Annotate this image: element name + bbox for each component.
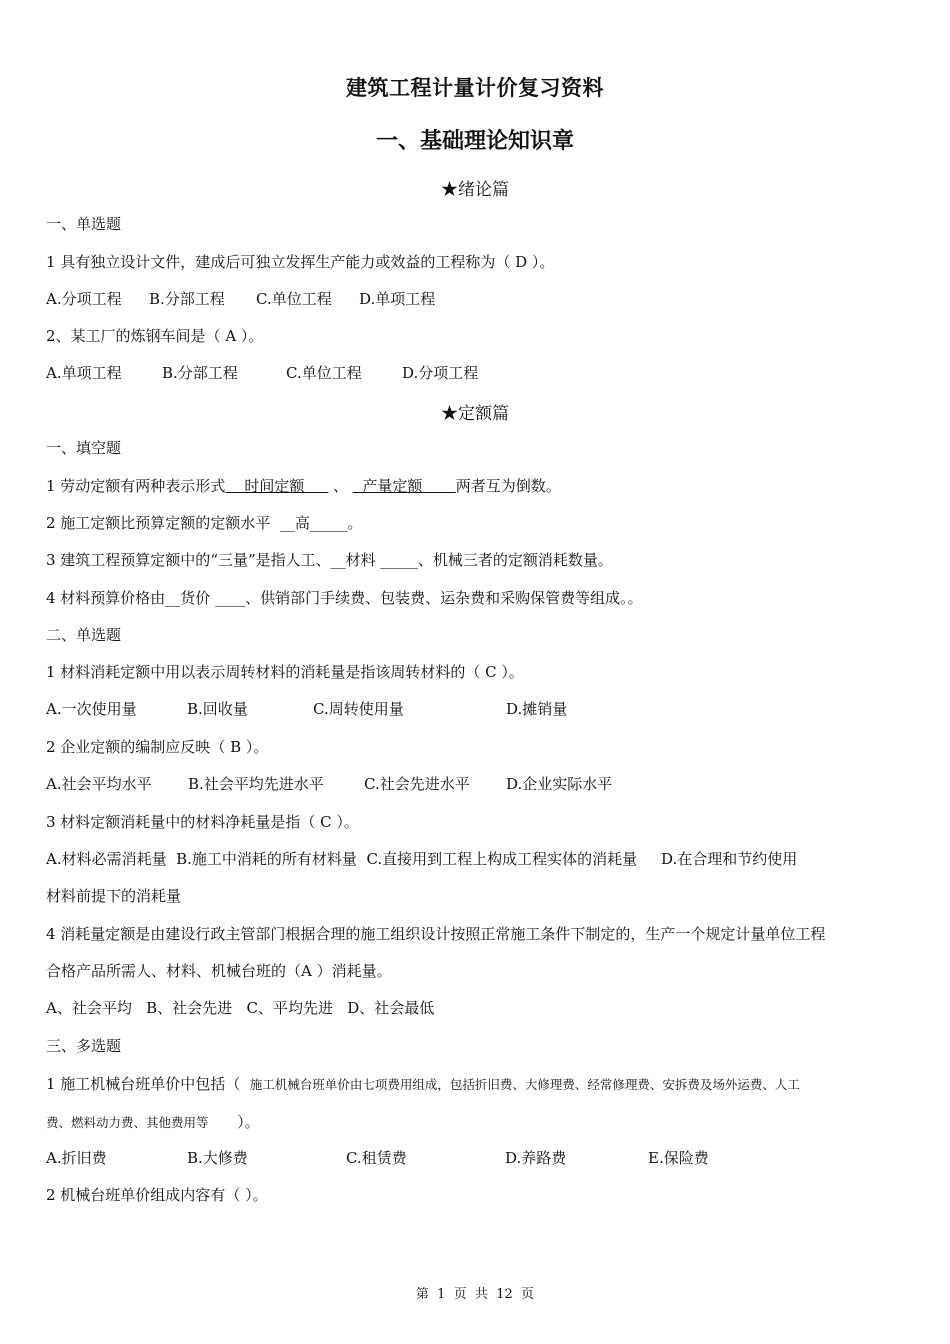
page-footer: 第 1 页 共 12 页 (415, 1287, 535, 1302)
fill-question-4: 4 材料预算价格由__货价 ____、供销部门手续费、包装费、运杂费和采购保管费等组成。。 (46, 589, 643, 607)
multi-question-1-end: ）。 (208, 1113, 260, 1131)
fill-question-3: 3 建筑工程预算定额中的“三量”是指人工、__材料 _____、机械三者的定额消耗数量。 (46, 551, 613, 569)
fill-question-2-text: 2 施工定额比预算定额的定额水平 (46, 514, 280, 532)
option-d: D.单项工程 (359, 290, 436, 308)
multi-question-1 (46, 1074, 911, 1095)
multi-question-1-answer: 施工机械台班单价由七项费用组成，包括折旧费、大修理费、经常修理费、安拆费及场外运费、人工 (249, 1077, 800, 1092)
document-title: 建筑工程计量计价复习资料 (346, 76, 604, 100)
option-d: D.养路费 (505, 1149, 567, 1167)
option-d: D.分项工程 (402, 364, 479, 382)
section-quota-heading: ★定额篇 (441, 404, 509, 424)
intro-question-2-options (46, 363, 911, 383)
option-b: B.分部工程 (149, 290, 225, 308)
fill-question-1-end: 两者互为倒数。 (455, 477, 561, 495)
multi-choice-heading: 三、多选题 (46, 1037, 122, 1055)
option-c: C.周转使用量 (313, 700, 404, 718)
option-c: C.社会先进水平 (364, 775, 470, 793)
option-d: D.企业实际水平 (506, 775, 613, 793)
intro-question-1-options (46, 289, 911, 309)
single-question-3-options: A.材料必需消耗量 B.施工中消耗的所有材料量 C.直接用到工程上构成工程实体的消耗量 D.在合理和节约使用 (46, 850, 798, 868)
single-question-1-options (46, 699, 911, 719)
option-a: A.折旧费 (46, 1149, 107, 1167)
option-c: C.单位工程 (286, 364, 362, 382)
fill-answer-output-quota: 产量定额 (352, 477, 456, 495)
option-a: A.分项工程 (46, 290, 122, 308)
single-question-1: 1 材料消耗定额中用以表示周转材料的消耗量是指该周转材料的（ C ）。 (46, 663, 524, 681)
single-question-4-options: A、社会平均 B、社会先进 C、平均先进 D、社会最低 (46, 999, 435, 1017)
intro-single-choice-heading: 一、单选题 (46, 215, 122, 233)
fill-blank-heading: 一、填空题 (46, 439, 122, 457)
single-question-4-cont: 合格产品所需人、材料、机械台班的（A ）消耗量。 (46, 962, 392, 980)
multi-question-1-answer-cont: 费、燃料动力费、其他费用等 (46, 1115, 209, 1130)
option-b: B.回收量 (187, 700, 248, 718)
option-b: B.分部工程 (162, 364, 238, 382)
single-question-4: 4 消耗量定额是由建设行政主管部门根据合理的施工组织设计按照正常施工条件下制定的，生产一个规定计量单位工程 (46, 925, 826, 943)
fill-separator: 、 (328, 477, 353, 495)
fill-question-1-text: 1 劳动定额有两种表示形式 (46, 477, 226, 495)
fill-question-2-end: 。 (347, 514, 363, 532)
option-c: C.租赁费 (346, 1149, 407, 1167)
single-question-2: 2 企业定额的编制应反映（ B ）。 (46, 738, 269, 756)
single-question-2-options (46, 774, 911, 794)
option-b: B.大修费 (187, 1149, 248, 1167)
option-b: B.社会平均先进水平 (188, 775, 324, 793)
single-question-3-options-cont: 材料前提下的消耗量 (46, 887, 182, 905)
intro-question-2: 2、某工厂的炼钢车间是（ A ）。 (46, 327, 264, 345)
multi-question-1-options (46, 1148, 911, 1168)
intro-question-1: 1 具有独立设计文件，建成后可独立发挥生产能力或效益的工程称为（ D ）。 (46, 253, 555, 271)
option-c: C.单位工程 (256, 290, 332, 308)
multi-question-2: 2 机械台班单价组成内容有（ ）。 (46, 1186, 268, 1204)
option-d: D.摊销量 (506, 700, 568, 718)
fill-question-1 (46, 476, 911, 496)
option-a: A.社会平均水平 (46, 775, 152, 793)
option-e: E.保险费 (648, 1149, 709, 1167)
option-a: A.一次使用量 (46, 700, 137, 718)
fill-answer-time-quota: 时间定额 (225, 477, 329, 495)
multi-question-1-cont (46, 1112, 911, 1133)
single-choice-heading: 二、单选题 (46, 626, 122, 644)
chapter-heading: 一、基础理论知识章 (375, 129, 574, 154)
multi-question-1-text: 1 施工机械台班单价中包括（ (46, 1075, 250, 1093)
fill-question-2 (46, 513, 911, 533)
section-intro-heading: ★绪论篇 (441, 180, 509, 200)
fill-answer-high: __高_____ (279, 514, 348, 532)
option-a: A.单项工程 (46, 364, 122, 382)
single-question-3: 3 材料定额消耗量中的材料净耗量是指（ C ）。 (46, 813, 359, 831)
